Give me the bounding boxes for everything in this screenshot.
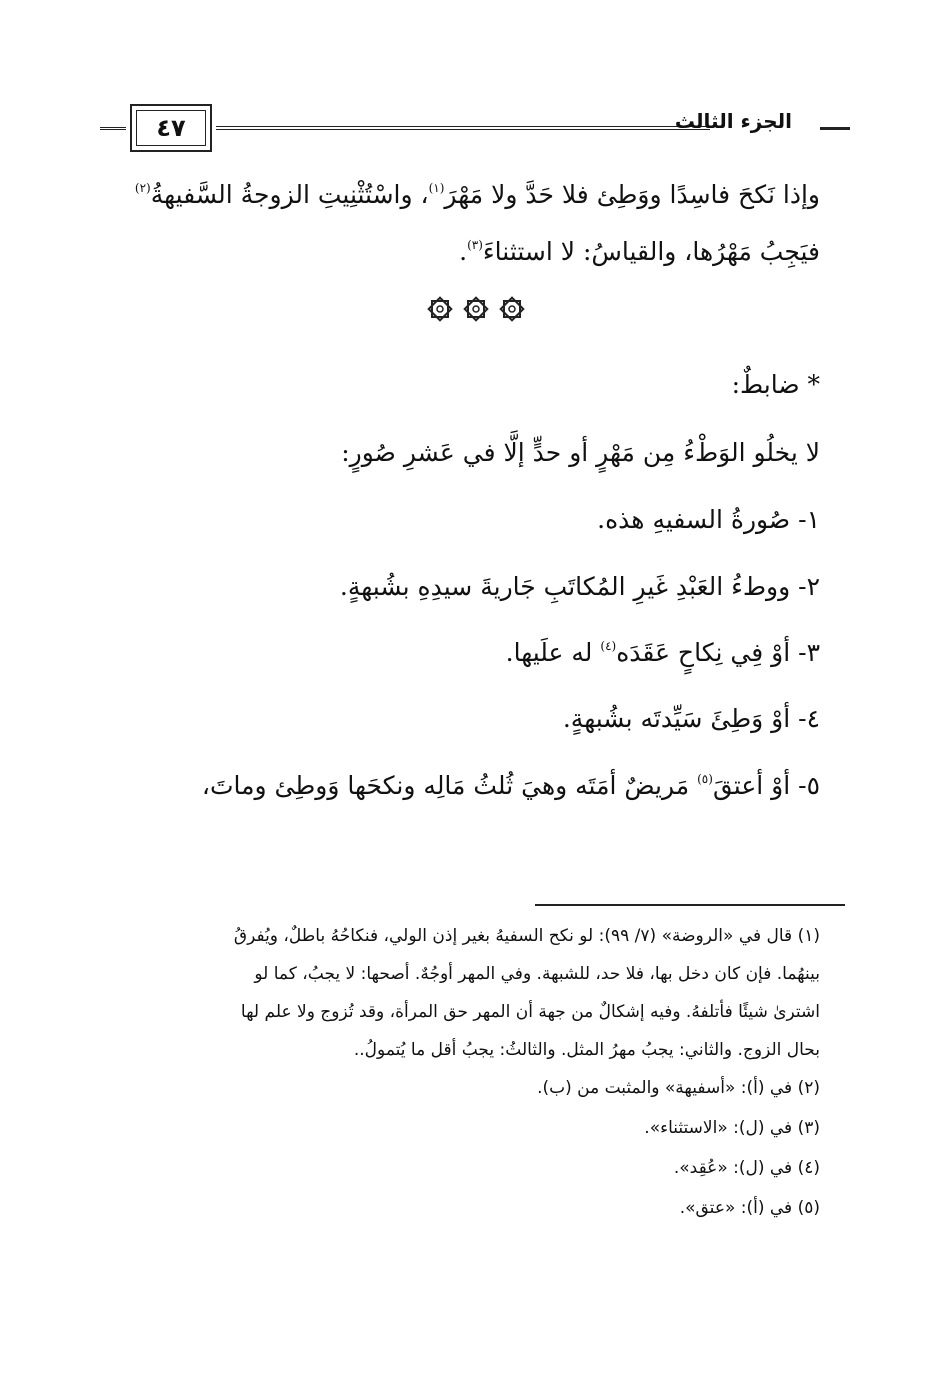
body-text: وإذا نَكحَ فاسِدًا ووَطِئ فلا حَدَّ ولا مَهْرَ bbox=[444, 180, 820, 209]
eight-point-star-icon bbox=[426, 295, 454, 323]
page-header bbox=[100, 104, 850, 158]
footnote-1-line-1: (١) قال في «الروضة» (٧/ ٩٩): لو نكح السفيهُ بغير إذن الولي، فنكاحُهُ باطلٌ، ويُفرقُ bbox=[233, 926, 820, 946]
footnote-4: (٤) في (ل): «عُقِد». bbox=[673, 1158, 820, 1178]
body-line-2 bbox=[100, 239, 820, 264]
running-head: الجزء الثالث bbox=[674, 109, 792, 133]
footnote-marker: (٣) bbox=[467, 238, 483, 252]
footnote-marker: (٤) bbox=[600, 639, 617, 653]
page-number: ٤٧ bbox=[136, 110, 206, 146]
footnote-5: (٥) في (أ): «عتق». bbox=[679, 1198, 820, 1218]
body-text: ٣- أوْ فِي نِكاحٍ عَقَدَه bbox=[616, 638, 820, 667]
list-item-2: ٢- ووطءُ العَبْدِ غَيرِ المُكاتَبِ جَاريةَ سيدِهِ بشُبهةٍ. bbox=[339, 572, 820, 601]
body-text: مَريضٌ أمَتَه وهيَ ثُلثُ مَالِه ونكحَها وَوطِئ وماتَ، bbox=[201, 771, 698, 800]
footnote-3: (٣) في (ل): «الاستثناء». bbox=[644, 1118, 820, 1138]
list-item-1: ١- صُورةُ السفيهِ هذه. bbox=[597, 505, 820, 534]
list-item-3 bbox=[100, 640, 820, 665]
eight-point-star-icon bbox=[498, 295, 526, 323]
page-number-frame bbox=[130, 104, 212, 152]
footnote-1-line-3: اشترىٰ شيئًا فأتلفهُ. وفيه إشكالٌ من جهة أن المهر حق المرأة، وقد تُزوج ولا علم لها bbox=[240, 1002, 820, 1022]
list-item-5 bbox=[100, 773, 820, 798]
footnote-marker: (٥) bbox=[697, 772, 713, 786]
eight-point-star-icon bbox=[462, 295, 490, 323]
list-item-4: ٤- أوْ وَطِئَ سَيِّدتَه بشُبهةٍ. bbox=[562, 704, 820, 733]
footnote-1-line-4: بحال الزوج. والثاني: يجبُ مهرُ المثل. والثالثُ: يجبُ أقل ما يُتمولُ.. bbox=[353, 1040, 820, 1060]
header-rule-right bbox=[820, 127, 850, 130]
rule-intro: لا يخلُو الوَطْءُ مِن مَهْرٍ أو حدٍّ إلَّا في عَشرِ صُورٍ: bbox=[341, 438, 820, 467]
body-text: ، واسْتُثْنِيتِ الزوجةُ السَّفيهةُ bbox=[150, 180, 429, 209]
body-text: ٥- أوْ أعتقَ bbox=[712, 771, 820, 800]
footnote-marker: (٢) bbox=[134, 181, 151, 195]
footnote-marker: (١) bbox=[428, 181, 445, 195]
body-line-1 bbox=[100, 182, 820, 207]
rule-heading: * ضابطٌ: bbox=[731, 370, 820, 399]
footnote-2: (٢) في (أ): «أسفيهة» والمثبت من (ب). bbox=[537, 1078, 820, 1098]
header-rule-middle bbox=[216, 126, 710, 130]
body-text: . bbox=[459, 237, 468, 266]
body-text: فيَجِبُ مَهْرُها، والقياسُ: لا استثناءَ bbox=[482, 237, 820, 266]
header-rule-left bbox=[100, 127, 126, 130]
footnote-separator bbox=[535, 904, 845, 906]
footnote-1-line-2: بينهُما. فإن كان دخل بها، فلا حد، للشبهة. وفي المهر أوجُهٌ. أصحها: لا يجبُ، كما لو bbox=[254, 964, 820, 984]
section-ornaments bbox=[426, 294, 526, 324]
body-text: له علَيها. bbox=[505, 638, 601, 667]
